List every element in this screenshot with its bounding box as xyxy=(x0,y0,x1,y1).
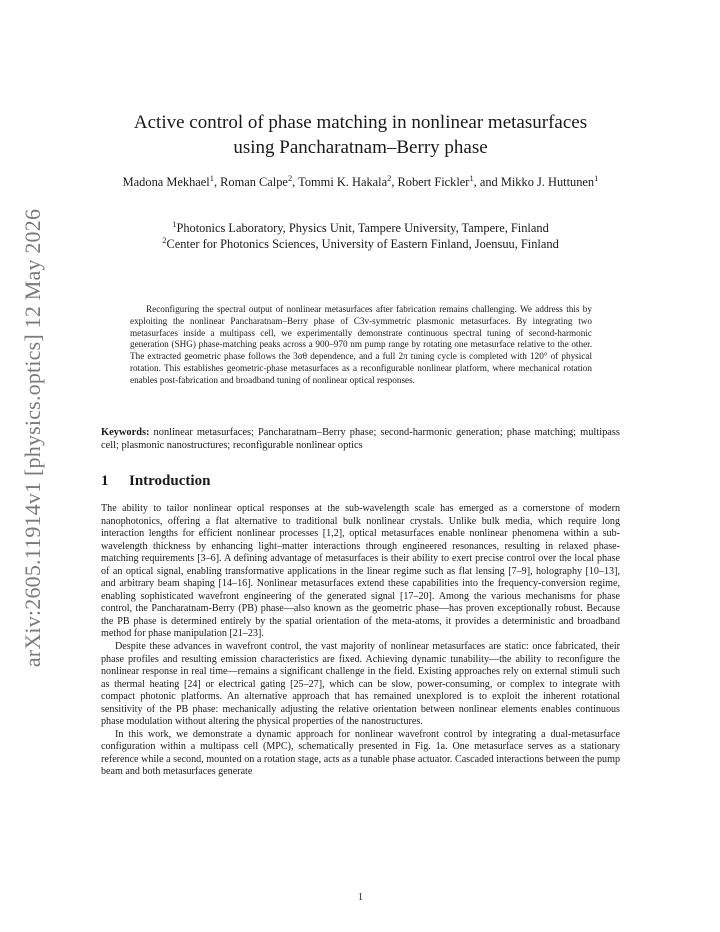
arxiv-identifier: arXiv:2605.11914v1 [physics.optics] 12 May 2026 xyxy=(20,208,45,668)
author: Madona Mekhael$^1$ xyxy=(122,172,214,189)
author-list: Madona Mekhael$^1$, Roman Calpe$^2$, Tommi K. Hakala$^2$, Robert Fickler$^1$, and Mikko J. Huttunen$^1$ xyxy=(122,172,599,189)
section-number: 1 xyxy=(101,473,109,489)
section-title: Introduction xyxy=(129,473,211,489)
paragraph: The ability to tailor nonlinear optical responses at the sub-wavelength scale has emerged as a cornerstone of modern nanophotonics, offering a flat alternative to traditional bulk nonlinear crystals. Unlike bulk media, which require long interaction lengths for efficient nonlinear processes [1,2], optical metasurfaces enable nonlinear phenomena within a sub-wavelength thickness by enhancing light–matter interactions through engineered resonances, resulting in relaxed phase-matching requirements [3–6]. A defining advantage of metasurfaces is their ability to exert precise control over the local phase of an optical signal, enabling transformative applications in the linear regime such as flat lensing [7–9], holography [10–13], and arbitrary beam shaping [14–16]. Nonlinear metasurfaces extend these capabilities into the frequency-conversion regime, enabling sophisticated wavefront engineering of the generated signal [17–20]. Among the various mechanisms for phase control, the Pancharatnam-Berry (PB) phase—also known as the geometric phase—has proven exceptionally robust. Because the PB phase is determined entirely by the spatial orientation of the meta-atoms, it provides a deterministic and broadband method for phase manipulation [21–23]. xyxy=(101,503,620,640)
keywords-label: Keywords: xyxy=(101,427,150,438)
author: Tommi K. Hakala$^2$ xyxy=(298,172,392,189)
body-text xyxy=(101,503,620,779)
arxiv-sidebar-stamp xyxy=(19,208,47,668)
keywords xyxy=(101,426,620,452)
affiliation: $^1$Photonics Laboratory, Physics Unit, Tampere University, Tampere, Finland xyxy=(172,218,549,235)
page-number: 1 xyxy=(358,892,363,903)
author: Robert Fickler$^1$ xyxy=(397,172,474,189)
author: Mikko J. Huttunen$^1$ xyxy=(500,172,599,189)
title-line-1: Active control of phase matching in nonlinear metasurfaces xyxy=(133,112,588,133)
paragraph: Despite these advances in wavefront control, the vast majority of nonlinear metasurfaces are static: once fabricated, their phase profiles and resulting emission characteristics are fixed. Achieving dynamic tunability—the ability to reconfigure the nonlinear response in real time—remains a significant challenge in the field. Existing approaches rely on external stimuli such as thermal heating [24] or electrical gating [25–27], which can be slow, power-consuming, or complex to integrate with compact photonic platforms. An alternative approach that has remained unexplored is to exploit the inherent rotational sensitivity of the PB phase: mechanically adjusting the relative orientation between nonlinear elements enables continuous phase modulation without altering the physical properties of the nanostructures. xyxy=(101,641,620,728)
section-heading xyxy=(101,473,210,490)
abstract: Reconfiguring the spectral output of nonlinear metasurfaces after fabrication remains challenging. We address this by exploiting the nonlinear Pancharatnam–Berry phase of C3v-symmetric plasmonic metasurfaces. By integrating two metasurfaces inside a multipass cell, we experimentally demonstrate continuous spectral tuning of second-harmonic generation (SHG) phase-matching peaks across a 900–970 nm pump range by rotating one metasurface relative to the other. The extracted geometric phase follows the 3σθ dependence, and a full 2π tuning cycle is completed with 120° of physical rotation. This establishes geometric-phase metasurfaces as a reconfigurable nonlinear platform, where mechanical rotation enables post-fabrication and broadband tuning of nonlinear optical responses. xyxy=(130,304,592,385)
title-line-2: using Pancharatnam–Berry phase xyxy=(233,137,488,158)
author: Roman Calpe$^2$ xyxy=(220,172,293,189)
affiliation-list xyxy=(101,220,620,252)
paragraph: In this work, we demonstrate a dynamic approach for nonlinear wavefront control by integrating a dual-metasurface configuration within a multipass cell (MPC), schematically presented in Fig. 1a. One metasurface serves as a stationary reference while a second, mounted on a rotation stage, acts as a tunable phase actuator. Cascaded interactions between the pump beam and both metasurfaces generate xyxy=(101,728,620,778)
keywords-text: nonlinear metasurfaces; Pancharatnam–Berry phase; second-harmonic generation; phase matching; multipass cell; plasmonic nanostructures; reconfigurable nonlinear optics xyxy=(101,427,620,451)
paper-title xyxy=(101,110,620,160)
affiliation: $^2$Center for Photonics Sciences, University of Eastern Finland, Joensuu, Finland xyxy=(162,234,559,251)
